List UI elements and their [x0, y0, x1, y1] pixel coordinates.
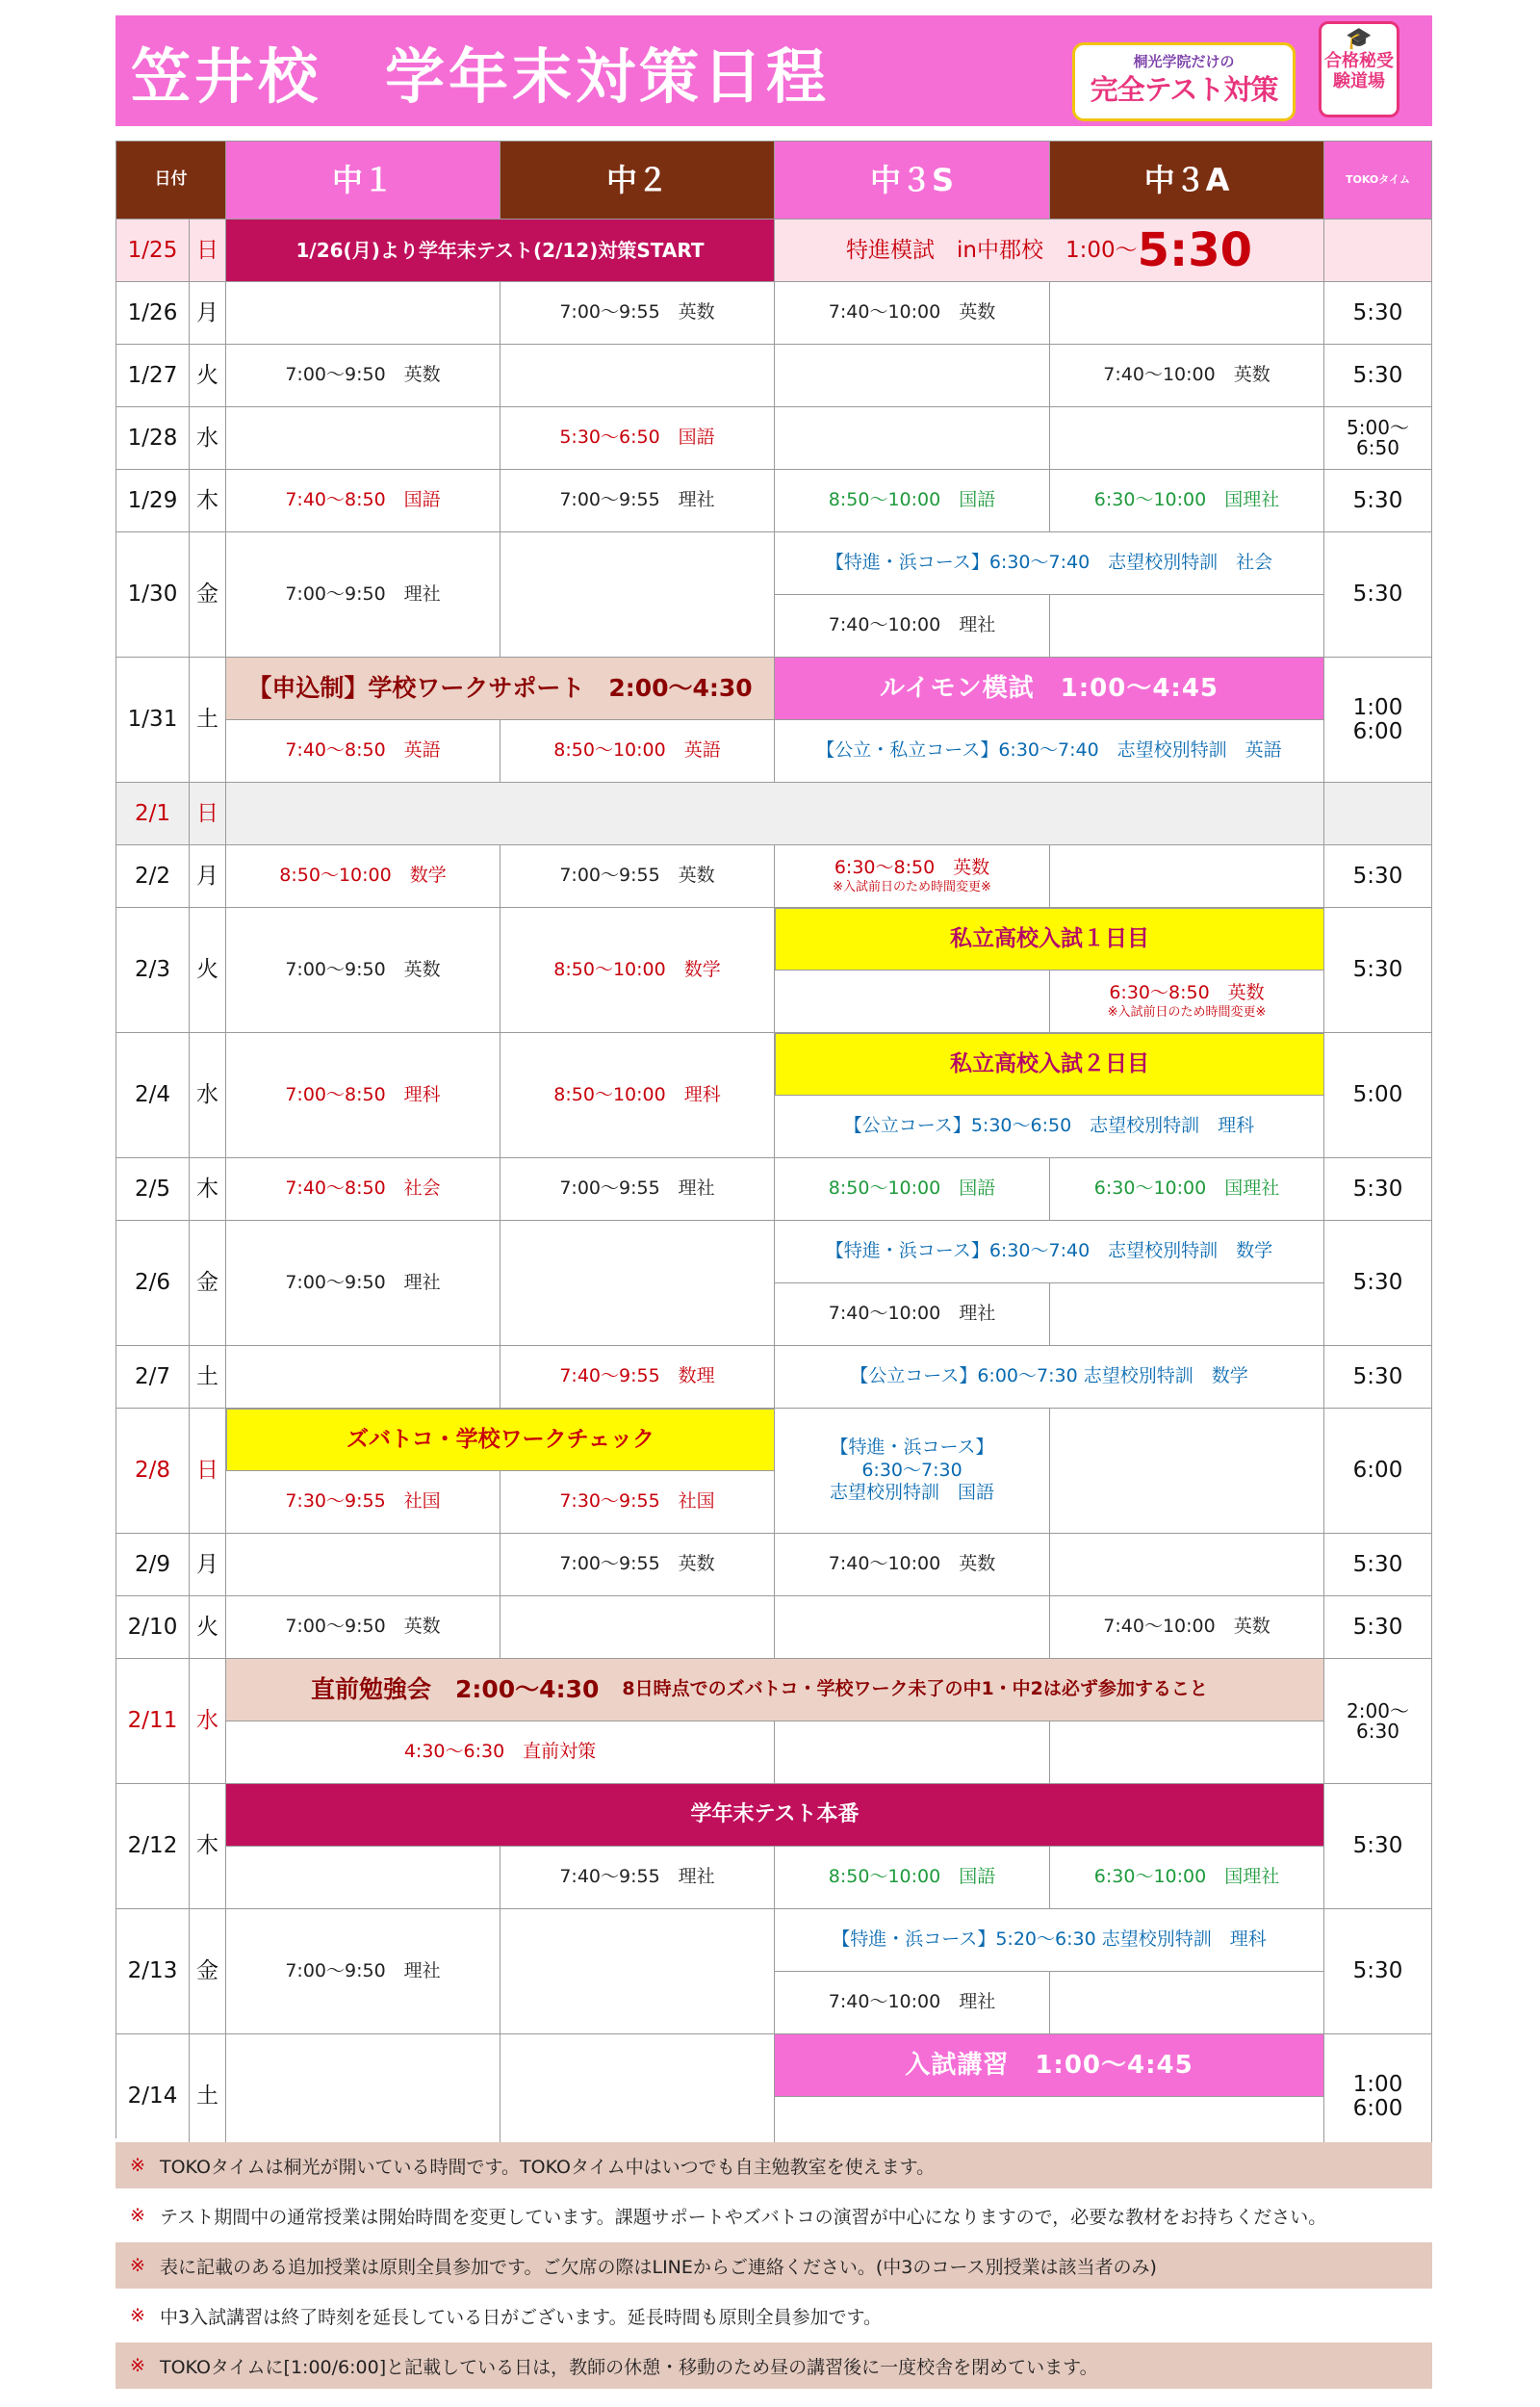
grade2-class: 8:50～10:00 数学 — [500, 908, 775, 1033]
weekday-cell: 日 — [190, 220, 226, 282]
graduation-cap-icon: 🎓 — [1346, 27, 1373, 51]
entrance-exam-lecture-banner: 入試講習 1:00～4:45 — [775, 2034, 1324, 2097]
private-exam-day2-banner: 私立高校入試２日目 — [775, 1033, 1324, 1096]
weekday-cell: 日 — [190, 783, 226, 845]
grade1-class: 7:00～9:50 英数 — [226, 908, 500, 1033]
grade2-class: 7:00～9:55 英数 — [500, 1534, 775, 1596]
mock-exam-label: 特進模試 in中郡校 1:00～ — [845, 237, 1138, 263]
weekday-cell: 金 — [190, 532, 226, 658]
grade3a-class: 6:30～10:00 国理社 — [1050, 1158, 1324, 1221]
grade3-course-class: 【公立・私立コース】6:30～7:40 志望校別特訓 英語 — [775, 720, 1324, 783]
weekday-cell: 木 — [190, 1158, 226, 1221]
grade1-class: 7:00～8:50 理科 — [226, 1033, 500, 1158]
weekday-cell: 土 — [190, 2034, 226, 2160]
schedule-table — [116, 141, 1432, 2138]
footnote-text: テスト期間中の通常授業は開始時間を変更しています。課題サポートやズバトコの演習が中心になりますので，必要な教材をお持ちください。 — [160, 2206, 1327, 2228]
grade3-course-class: 【特進・浜コース】6:30～7:40 志望校別特訓 数学 — [775, 1221, 1324, 1283]
grade2-cell — [500, 1221, 775, 1346]
grade2-cell — [500, 345, 775, 407]
date-cell: 2/10 — [116, 1596, 190, 1659]
logo-title: 完全テスト対策 — [1090, 73, 1278, 106]
grade1-cell — [226, 2034, 500, 2160]
footnote-text: TOKOタイムは桐光が開いている時間です。TOKOタイム中はいつでも自主勉教室を使えます。 — [160, 2156, 936, 2178]
grade1-class: 7:00～9:50 理社 — [226, 532, 500, 658]
toko-time: 5:30 — [1324, 1596, 1432, 1659]
toko-cell — [1324, 220, 1432, 282]
grade3s-cell — [775, 971, 1050, 1033]
study-session-time: 直前勉強会 2:00～4:30 — [311, 1675, 600, 1704]
grade1-cell — [226, 407, 500, 470]
start-banner: 1/26(月)より学年末テスト(2/12)対策START — [226, 220, 775, 282]
grade3s-class: 7:40～10:00 理社 — [775, 1283, 1050, 1346]
note-mark: ※ — [130, 2355, 145, 2376]
toko-time: 5:30 — [1324, 1909, 1432, 2034]
toko-time: 5:30 — [1324, 1158, 1432, 1221]
grade1-cell — [226, 1346, 500, 1409]
grade2-class: 8:50～10:00 理科 — [500, 1033, 775, 1158]
grade1-class: 7:00～9:50 英数 — [226, 1596, 500, 1659]
grade3a-class — [1050, 971, 1324, 1033]
grade1-class: 7:40～8:50 国語 — [226, 470, 500, 532]
grade3a-cell — [1050, 1283, 1324, 1346]
workbook-check-banner: ズバトコ・学校ワークチェック — [226, 1409, 775, 1471]
date-cell: 2/13 — [116, 1909, 190, 2034]
grade3s-class: 7:40～10:00 理社 — [775, 1972, 1050, 2034]
grade2-class: 7:40～9:55 数理 — [500, 1346, 775, 1409]
logo-caption: 桐光学院だけの — [1133, 53, 1235, 70]
grade1-cell — [226, 1534, 500, 1596]
toko-time: 5:30 — [1324, 908, 1432, 1033]
note-mark: ※ — [130, 2205, 145, 2226]
col-header-grade2: 中２ — [500, 142, 775, 220]
grade3a-class: 7:40～10:00 英数 — [1050, 1596, 1324, 1659]
weekday-cell: 水 — [190, 1659, 226, 1784]
grade3s-cell — [775, 1596, 1050, 1659]
note-mark: ※ — [130, 2305, 145, 2326]
grade3s-class — [775, 1409, 1050, 1534]
weekday-cell: 水 — [190, 1033, 226, 1158]
grade3s-cell — [775, 407, 1050, 470]
weekday-cell: 金 — [190, 1909, 226, 2034]
course-name: 【特進・浜コース】 — [830, 1436, 994, 1458]
toko-time: 6:00 — [1324, 1409, 1432, 1534]
page-header — [116, 15, 1432, 126]
weekday-cell: 木 — [190, 1784, 226, 1909]
grade3a-cell — [1050, 1972, 1324, 2034]
ruimon-mock-banner: ルイモン模試 1:00～4:45 — [775, 658, 1324, 720]
weekday-cell: 水 — [190, 407, 226, 470]
grade2-cell — [500, 1909, 775, 2034]
grade3s-cell — [775, 1721, 1050, 1784]
weekday-cell: 月 — [190, 1534, 226, 1596]
footnote — [116, 2142, 1432, 2188]
grade1-cell — [226, 1847, 500, 1909]
toko-time: 5:30 — [1324, 470, 1432, 532]
page-title: 笠井校 学年末対策日程 — [131, 41, 831, 112]
note-mark: ※ — [130, 2155, 145, 2176]
grade3s-class: 8:50～10:00 国語 — [775, 1158, 1050, 1221]
footnote — [116, 2292, 1432, 2339]
weekday-cell: 日 — [190, 1409, 226, 1534]
grade3s-class: 7:40～10:00 英数 — [775, 1534, 1050, 1596]
mock-exam-time: 5:30 — [1137, 223, 1252, 277]
grade3s-class: 7:40～10:00 英数 — [775, 282, 1050, 345]
toko-time: 5:30 — [1324, 532, 1432, 658]
date-cell: 2/1 — [116, 783, 190, 845]
final-exam-banner: 学年末テスト本番 — [226, 1784, 1324, 1847]
weekday-cell: 土 — [190, 1346, 226, 1409]
grade1-class: 7:40～8:50 社会 — [226, 1158, 500, 1221]
grade3a-cell — [1050, 282, 1324, 345]
grade3-course-class: 【公立コース】6:00～7:30 志望校別特訓 数学 — [775, 1346, 1324, 1409]
footnote-text: 中3入試講習は終了時刻を延長している日がございます。延長時間も原則全員参加です。 — [160, 2306, 883, 2328]
date-cell: 2/8 — [116, 1409, 190, 1534]
date-cell: 1/28 — [116, 407, 190, 470]
weekday-cell: 月 — [190, 282, 226, 345]
date-cell: 2/11 — [116, 1659, 190, 1784]
grade3a-cell — [1050, 1409, 1324, 1534]
toko-time: 1:00 6:00 — [1324, 658, 1432, 783]
footnote — [116, 2342, 1432, 2389]
toko-time: 2:00～ 6:30 — [1324, 1659, 1432, 1784]
toko-time: 5:30 — [1324, 1534, 1432, 1596]
grade1-class: 7:40～8:50 英語 — [226, 720, 500, 783]
grade1-class: 7:30～9:55 社国 — [226, 1471, 500, 1534]
date-cell: 2/12 — [116, 1784, 190, 1909]
weekday-cell: 月 — [190, 845, 226, 908]
study-session-note: 8日時点でのズバトコ・学校ワーク未了の中1・中2は必ず参加すること — [622, 1678, 1208, 1700]
weekday-cell: 火 — [190, 908, 226, 1033]
private-exam-day1-banner: 私立高校入試１日目 — [775, 908, 1324, 971]
grade3a-cell — [1050, 845, 1324, 908]
time-change-note: ※入試前日のため時間変更※ — [1107, 1004, 1267, 1020]
toko-time: 5:00 — [1324, 1033, 1432, 1158]
col-header-grade3a: 中３A — [1050, 142, 1324, 220]
closed-day-row — [226, 783, 1324, 845]
grade3-course-class: 【公立コース】5:30～6:50 志望校別特訓 理科 — [775, 1096, 1324, 1158]
date-cell: 1/29 — [116, 470, 190, 532]
date-cell: 2/4 — [116, 1033, 190, 1158]
grade2-class: 7:30～9:55 社国 — [500, 1471, 775, 1534]
test-prep-logo — [1072, 42, 1296, 121]
toko-time: 5:30 — [1324, 1346, 1432, 1409]
dojo-logo-text: 合格秘受験道場 — [1324, 51, 1394, 91]
grade1-class: 7:00～9:50 理社 — [226, 1909, 500, 2034]
grade2-class: 7:40～9:55 理社 — [500, 1847, 775, 1909]
pre-exam-study-banner — [226, 1659, 1324, 1721]
toko-time: 5:30 — [1324, 1784, 1432, 1909]
grade3a-class: 6:30～10:00 国理社 — [1050, 1847, 1324, 1909]
grade1-cell — [226, 282, 500, 345]
grade2-class: 7:00～9:55 英数 — [500, 282, 775, 345]
toko-time: 5:30 — [1324, 282, 1432, 345]
footnote — [116, 2242, 1432, 2289]
grade3s-cell — [775, 345, 1050, 407]
date-cell: 2/14 — [116, 2034, 190, 2160]
date-cell: 2/6 — [116, 1221, 190, 1346]
col-header-grade1: 中１ — [226, 142, 500, 220]
date-cell: 2/2 — [116, 845, 190, 908]
date-cell: 1/26 — [116, 282, 190, 345]
toko-cell — [1324, 783, 1432, 845]
grade2-cell — [500, 532, 775, 658]
grade3s-class — [775, 845, 1050, 908]
footnote-text: 表に記載のある追加授業は原則全員参加です。ご欠席の際はLINEからご連絡ください。(中3のコース別授業は該当者のみ) — [160, 2256, 1157, 2278]
toko-time: 5:00～ 6:50 — [1324, 407, 1432, 470]
col-header-date: 日付 — [116, 142, 226, 220]
exam-dojo-logo — [1319, 21, 1399, 117]
date-cell: 1/27 — [116, 345, 190, 407]
toko-time: 5:30 — [1324, 345, 1432, 407]
grade3s-class: 7:40～10:00 理社 — [775, 595, 1050, 658]
grade3a-cell — [1050, 1534, 1324, 1596]
grade1-class: 7:00～9:50 英数 — [226, 345, 500, 407]
grade3-course-class: 【特進・浜コース】5:20～6:30 志望校別特訓 理科 — [775, 1909, 1324, 1972]
class-time: 6:30～7:30 — [861, 1459, 962, 1481]
footnote — [116, 2192, 1432, 2239]
col-header-toko: TOKOタイム — [1324, 142, 1432, 220]
date-cell: 2/5 — [116, 1158, 190, 1221]
grade2-cell — [500, 1596, 775, 1659]
grade3-course-class: 【特進・浜コース】6:30～7:40 志望校別特訓 社会 — [775, 532, 1324, 595]
weekday-cell: 金 — [190, 1221, 226, 1346]
grade3a-class: 6:30～10:00 国理社 — [1050, 470, 1324, 532]
grade2-class: 8:50～10:00 英語 — [500, 720, 775, 783]
weekday-cell: 土 — [190, 658, 226, 783]
weekday-cell: 木 — [190, 470, 226, 532]
weekday-cell: 火 — [190, 345, 226, 407]
grade12-class: 4:30～6:30 直前対策 — [226, 1721, 775, 1784]
weekday-cell: 火 — [190, 1596, 226, 1659]
grade1-class: 7:00～9:50 理社 — [226, 1221, 500, 1346]
class-subject: 志望校別特訓 国語 — [829, 1482, 994, 1504]
date-cell: 2/7 — [116, 1346, 190, 1409]
grade2-class: 7:00～9:55 理社 — [500, 1158, 775, 1221]
grade2-class: 5:30～6:50 国語 — [500, 407, 775, 470]
grade3a-cell — [1050, 407, 1324, 470]
grade3s-class: 8:50～10:00 国語 — [775, 470, 1050, 532]
grade3a-cell — [1050, 1721, 1324, 1784]
toko-time: 5:30 — [1324, 1221, 1432, 1346]
time-change-note: ※入試前日のため時間変更※ — [833, 879, 991, 894]
workbook-support-banner: 【申込制】学校ワークサポート 2:00～4:30 — [226, 658, 775, 720]
date-cell: 2/3 — [116, 908, 190, 1033]
special-mock-exam — [775, 220, 1324, 282]
grade3s-class: 8:50～10:00 国語 — [775, 1847, 1050, 1909]
class-time: 6:30～8:50 英数 — [834, 857, 990, 878]
col-header-grade3s: 中３S — [775, 142, 1050, 220]
class-time: 6:30～8:50 英数 — [1109, 982, 1265, 1003]
toko-time: 1:00 6:00 — [1324, 2034, 1432, 2160]
grade2-class: 7:00～9:55 英数 — [500, 845, 775, 908]
date-cell: 1/30 — [116, 532, 190, 658]
note-mark: ※ — [130, 2255, 145, 2276]
grade3a-cell — [1050, 595, 1324, 658]
date-cell: 2/9 — [116, 1534, 190, 1596]
grade3a-class: 7:40～10:00 英数 — [1050, 345, 1324, 407]
toko-time: 5:30 — [1324, 845, 1432, 908]
date-cell: 1/25 — [116, 220, 190, 282]
grade2-class: 7:00～9:55 理社 — [500, 470, 775, 532]
grade1-class: 8:50～10:00 数学 — [226, 845, 500, 908]
date-cell: 1/31 — [116, 658, 190, 783]
footnote-text: TOKOタイムに[1:00/6:00]と記載している日は，教師の休憩・移動のため昼の講習後に一度校舎を閉めています。 — [160, 2356, 1098, 2378]
grade2-cell — [500, 2034, 775, 2160]
